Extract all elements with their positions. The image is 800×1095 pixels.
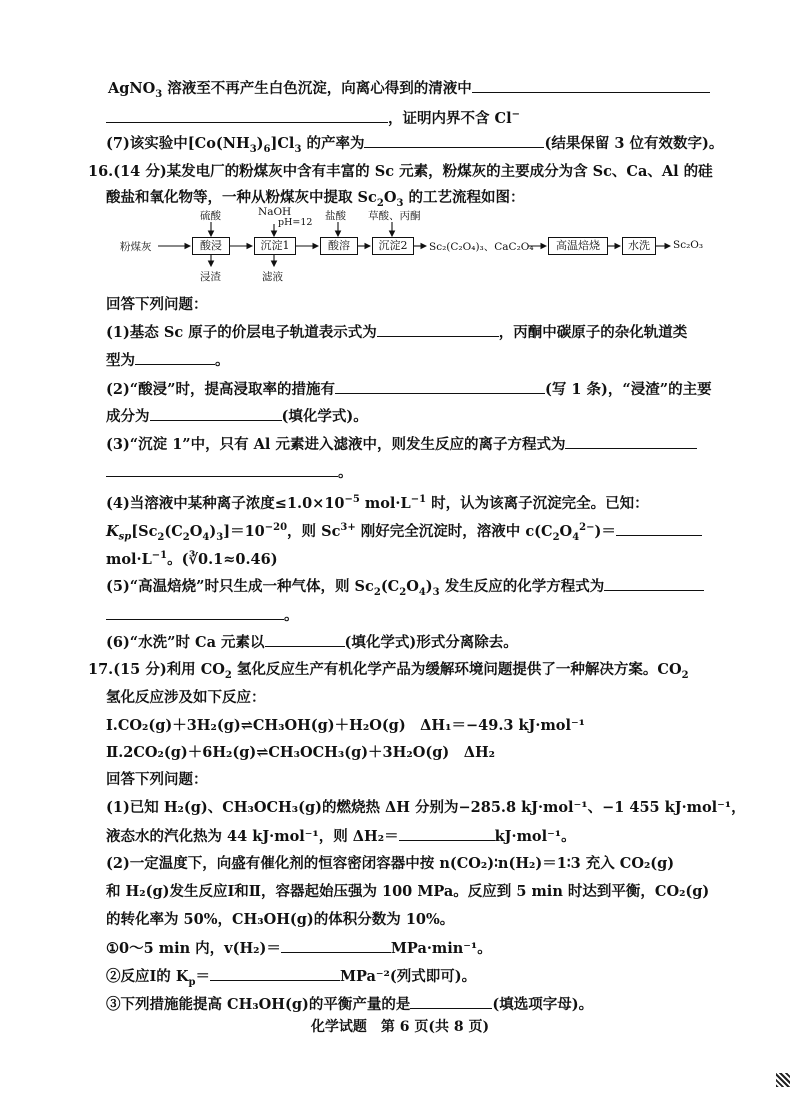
text-line: 型为 。 [106,352,230,369]
text-line: 回答下列问题： [106,771,208,788]
text-line: (2)一定温度下，向盛有催化剂的恒容密闭容器中按 n(CO₂)∶n(H₂)＝1∶3 充入 CO₂(g) [106,855,675,872]
text-line: ，证明内界不含 Cl− [106,105,520,129]
flow-intermediate-label: Sc₂(C₂O₄)₃、CaC₂O₄ [429,241,534,253]
answer-blank[interactable] [335,379,545,394]
answer-blank[interactable] [410,994,492,1009]
answer-blank[interactable] [377,322,499,337]
answer-blank[interactable] [210,966,340,981]
flow-box-water-wash: 水洗 [622,237,656,255]
reagent-hcl: 盐酸 [325,210,346,222]
process-flow-diagram [120,208,720,288]
answer-blank[interactable] [106,108,388,123]
text-line: (4)当溶液中某种离子浓度$\le 1.0\times 10^{-5}$ $mol\cdot L^{-1}$ 时，认为该离子沉淀完全。已知： [106,494,649,512]
text-line: 。 [106,462,353,483]
flow-box-precip2: 沉淀2 [372,237,414,255]
answer-blank[interactable] [472,78,710,93]
text-line: 。 [106,605,299,626]
answer-blank[interactable] [565,434,697,449]
question-16-stem: 16.(14 分)某发电厂的粉煤灰中含有丰富的 Sc 元素，粉煤灰的主要成分为含 Sc、Ca、Al 的硅 [88,163,713,180]
text-line: $mol\cdot L^{-1}$。(∛0.1≈0.46) [106,550,278,568]
reagent-oxalic-acetone: 草酸、丙酮 [368,210,421,222]
reaction-1: Ⅰ.CO₂(g)＋3H₂(g)⇌CH₃OH(g)＋H₂O(g) ΔH₁＝−49.3 kJ·mol⁻¹ [106,717,585,734]
flow-start-label: 粉煤灰 [120,241,152,253]
text-line: 成分为 (填化学式)。 [106,408,368,425]
text-line: (2)“酸浸”时，提高浸取率的措施有 (写 1 条)，“浸渣”的主要 [106,381,712,398]
flow-box-calcination: 高温焙烧 [548,237,608,255]
text-line: ①0～5 min 内，v(H₂)＝ MPa·min⁻¹。 [106,940,492,957]
answer-blank[interactable] [150,406,282,421]
reagent-ph: pH=12 [278,217,313,228]
question-17-stem: 17.(15 分)利用 $CO_2$ 氢化反应生产有机化学产品为缓解环境问题提供了一种解决方案。$CO_2$ [88,661,689,681]
text-line: AgNO$_3$ 溶液至不再产生白色沉淀，向离心得到的清液中 [108,78,710,105]
answer-blank[interactable] [106,462,338,477]
text-line: (1)基态 Sc 原子的价层电子轨道表示式为 ，丙酮中碳原子的杂化轨道类 [106,324,688,341]
text-line: $K_{sp}[Sc_2(C_2O_4)_3]=10^{-20}$，则 $Sc^{3+}$ 刚好完全沉淀时，溶液中 $c(C_2O_4^{2-})=$ [106,518,702,548]
answer-blank[interactable] [135,350,215,365]
answer-blank[interactable] [281,938,391,953]
answer-blank[interactable] [106,605,284,620]
answer-blank[interactable] [364,133,544,148]
text-line: 回答下列问题： [106,296,208,313]
text-line: (6)“水洗”时 Ca 元素以 (填化学式)形式分离除去。 [106,634,518,651]
answer-blank[interactable] [265,632,345,647]
flow-box-acid-dissolve: 酸溶 [320,237,358,255]
text-line: (1)已知 H₂(g)、CH₃OCH₃(g)的燃烧热 ΔH 分别为−285.8 kJ·mol⁻¹、−1 455 kJ·mol⁻¹， [106,799,746,816]
reaction-2: Ⅱ.2CO₂(g)＋6H₂(g)⇌CH₃OCH₃(g)＋3H₂O(g) ΔH₂ [106,744,495,761]
output-residue: 浸渣 [200,271,221,283]
flow-end-label: Sc₂O₃ [673,239,704,251]
flow-box-acid-leach: 酸浸 [192,237,230,255]
answer-blank[interactable] [399,826,495,841]
text-line: (3)“沉淀 1”中，只有 Al 元素进入滤液中，则发生反应的离子方程式为 [106,434,697,455]
answer-blank[interactable] [604,576,704,591]
text-line: 氢化反应涉及如下反应： [106,689,266,706]
flow-box-precip1: 沉淀1 [254,237,296,255]
page-footer: 化学试题 第 6 页(共 8 页) [310,1019,490,1035]
text-line: ③下列措施能提高 CH₃OH(g)的平衡产量的是 (填选项字母)。 [106,996,594,1013]
answer-blank[interactable] [616,521,702,536]
qr-code-icon [776,1073,790,1087]
text-line: (7)该实验中$[Co(NH_3)_6]Cl_3$ 的产率为 (结果保留 3 位有效数字)。 [106,135,724,155]
output-filtrate: 滤液 [262,271,283,283]
reagent-sulfuric-acid: 硫酸 [200,210,221,222]
text-line: 液态水的汽化热为 44 kJ·mol⁻¹，则 ΔH₂＝ kJ·mol⁻¹。 [106,828,576,845]
text-line: ②反应Ⅰ的 $K_p= MPa^{-2}$(列式即可)。 [106,968,477,988]
text-line: 酸盐和氧化物等，一种从粉煤灰中提取 $Sc_2O_3$ 的工艺流程如图： [106,189,525,209]
reagent-naoh: NaOH [258,206,292,218]
text-line: 的转化率为 50%，CH₃OH(g)的体积分数为 10%。 [106,911,455,928]
text-line: 和 H₂(g)发生反应Ⅰ和Ⅱ，容器起始压强为 100 MPa。反应到 5 min 时达到平衡，CO₂(g) [106,883,710,900]
text-line: (5)“高温焙烧”时只生成一种气体，则 $Sc_2(C_2O_4)_3$ 发生反应的化学方程式为 [106,576,704,603]
